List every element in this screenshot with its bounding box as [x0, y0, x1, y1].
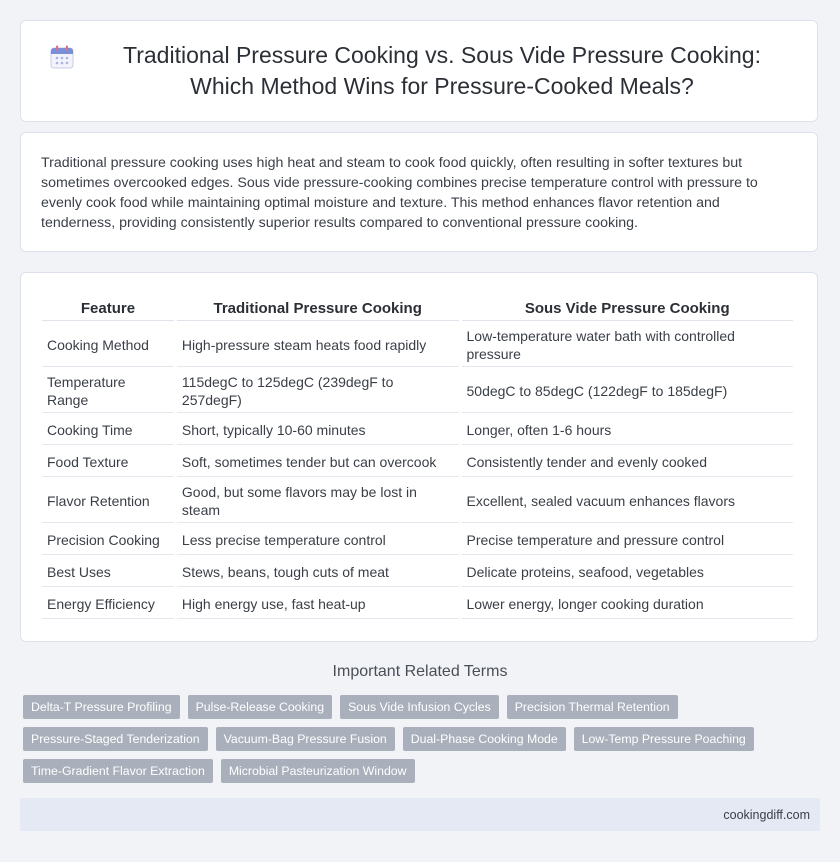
table-row — [42, 525, 793, 555]
traditional-cell: Less precise temperature control — [177, 525, 459, 555]
feature-cell: Best Uses — [42, 557, 174, 587]
intro-card — [20, 132, 818, 252]
traditional-cell: Soft, sometimes tender but can overcook — [177, 447, 459, 477]
header-traditional: Traditional Pressure Cooking — [177, 297, 459, 321]
related-term-tag[interactable]: Delta-T Pressure Profiling — [23, 695, 180, 719]
comparison-table — [39, 295, 796, 621]
comparison-card — [20, 272, 818, 642]
feature-cell: Cooking Time — [42, 415, 174, 445]
sous-vide-cell: Longer, often 1-6 hours — [462, 415, 794, 445]
sous-vide-cell: Low-temperature water bath with controlled pressure — [462, 323, 794, 367]
footer — [20, 798, 820, 831]
traditional-cell: 115degC to 125degC (239degF to 257degF) — [177, 369, 459, 413]
feature-cell: Cooking Method — [42, 323, 174, 367]
related-term-tag[interactable]: Precision Thermal Retention — [507, 695, 678, 719]
sous-vide-cell: Delicate proteins, seafood, vegetables — [462, 557, 794, 587]
intro-text: Traditional pressure cooking uses high heat and steam to cook food quickly, often resulting in softer textures but sometimes overcooked edges. Sous vide pressure-cooking combines precise temperature control with pressure to evenly cook food while maintaining optimal moisture and texture. This method enhances flavor retention and tenderness, providing consistently superior results compared to conventional pressure cooking. — [41, 155, 758, 231]
table-row — [42, 479, 793, 523]
related-terms-list — [23, 695, 823, 783]
footer-site-link[interactable]: cookingdiff.com — [723, 807, 810, 822]
table-row — [42, 557, 793, 587]
sous-vide-cell: Consistently tender and evenly cooked — [462, 447, 794, 477]
page-title: Traditional Pressure Cooking vs. Sous Vide Pressure Cooking: Which Method Wins for Pressure-Cooked Meals? — [123, 42, 761, 99]
header-feature: Feature — [42, 297, 174, 321]
sous-vide-cell: 50degC to 85degC (122degF to 185degF) — [462, 369, 794, 413]
table-row — [42, 447, 793, 477]
sous-vide-cell: Lower energy, longer cooking duration — [462, 589, 794, 619]
related-terms-heading: Important Related Terms — [332, 663, 508, 680]
related-term-tag[interactable]: Pulse-Release Cooking — [188, 695, 333, 719]
header-sous-vide: Sous Vide Pressure Cooking — [462, 297, 794, 321]
related-term-tag[interactable]: Pressure-Staged Tenderization — [23, 727, 208, 751]
sous-vide-cell: Excellent, sealed vacuum enhances flavors — [462, 479, 794, 523]
feature-cell: Temperature Range — [42, 369, 174, 413]
table-row — [42, 369, 793, 413]
feature-cell: Food Texture — [42, 447, 174, 477]
sous-vide-cell: Precise temperature and pressure control — [462, 525, 794, 555]
traditional-cell: High energy use, fast heat-up — [177, 589, 459, 619]
feature-cell: Precision Cooking — [42, 525, 174, 555]
related-term-tag[interactable]: Low-Temp Pressure Poaching — [574, 727, 754, 751]
traditional-cell: High-pressure steam heats food rapidly — [177, 323, 459, 367]
traditional-cell: Stews, beans, tough cuts of meat — [177, 557, 459, 587]
feature-cell: Energy Efficiency — [42, 589, 174, 619]
title-wrap — [49, 40, 789, 102]
table-header-row — [42, 297, 793, 321]
table-row — [42, 415, 793, 445]
related-term-tag[interactable]: Dual-Phase Cooking Mode — [403, 727, 566, 751]
feature-cell: Flavor Retention — [42, 479, 174, 523]
related-term-tag[interactable]: Sous Vide Infusion Cycles — [340, 695, 499, 719]
traditional-cell: Good, but some flavors may be lost in steam — [177, 479, 459, 523]
calendar-icon — [49, 44, 75, 70]
table-row — [42, 323, 793, 367]
related-term-tag[interactable]: Microbial Pasteurization Window — [221, 759, 415, 783]
table-row — [42, 589, 793, 619]
related-term-tag[interactable]: Time-Gradient Flavor Extraction — [23, 759, 213, 783]
related-term-tag[interactable]: Vacuum-Bag Pressure Fusion — [216, 727, 395, 751]
header-card — [20, 20, 818, 122]
traditional-cell: Short, typically 10-60 minutes — [177, 415, 459, 445]
